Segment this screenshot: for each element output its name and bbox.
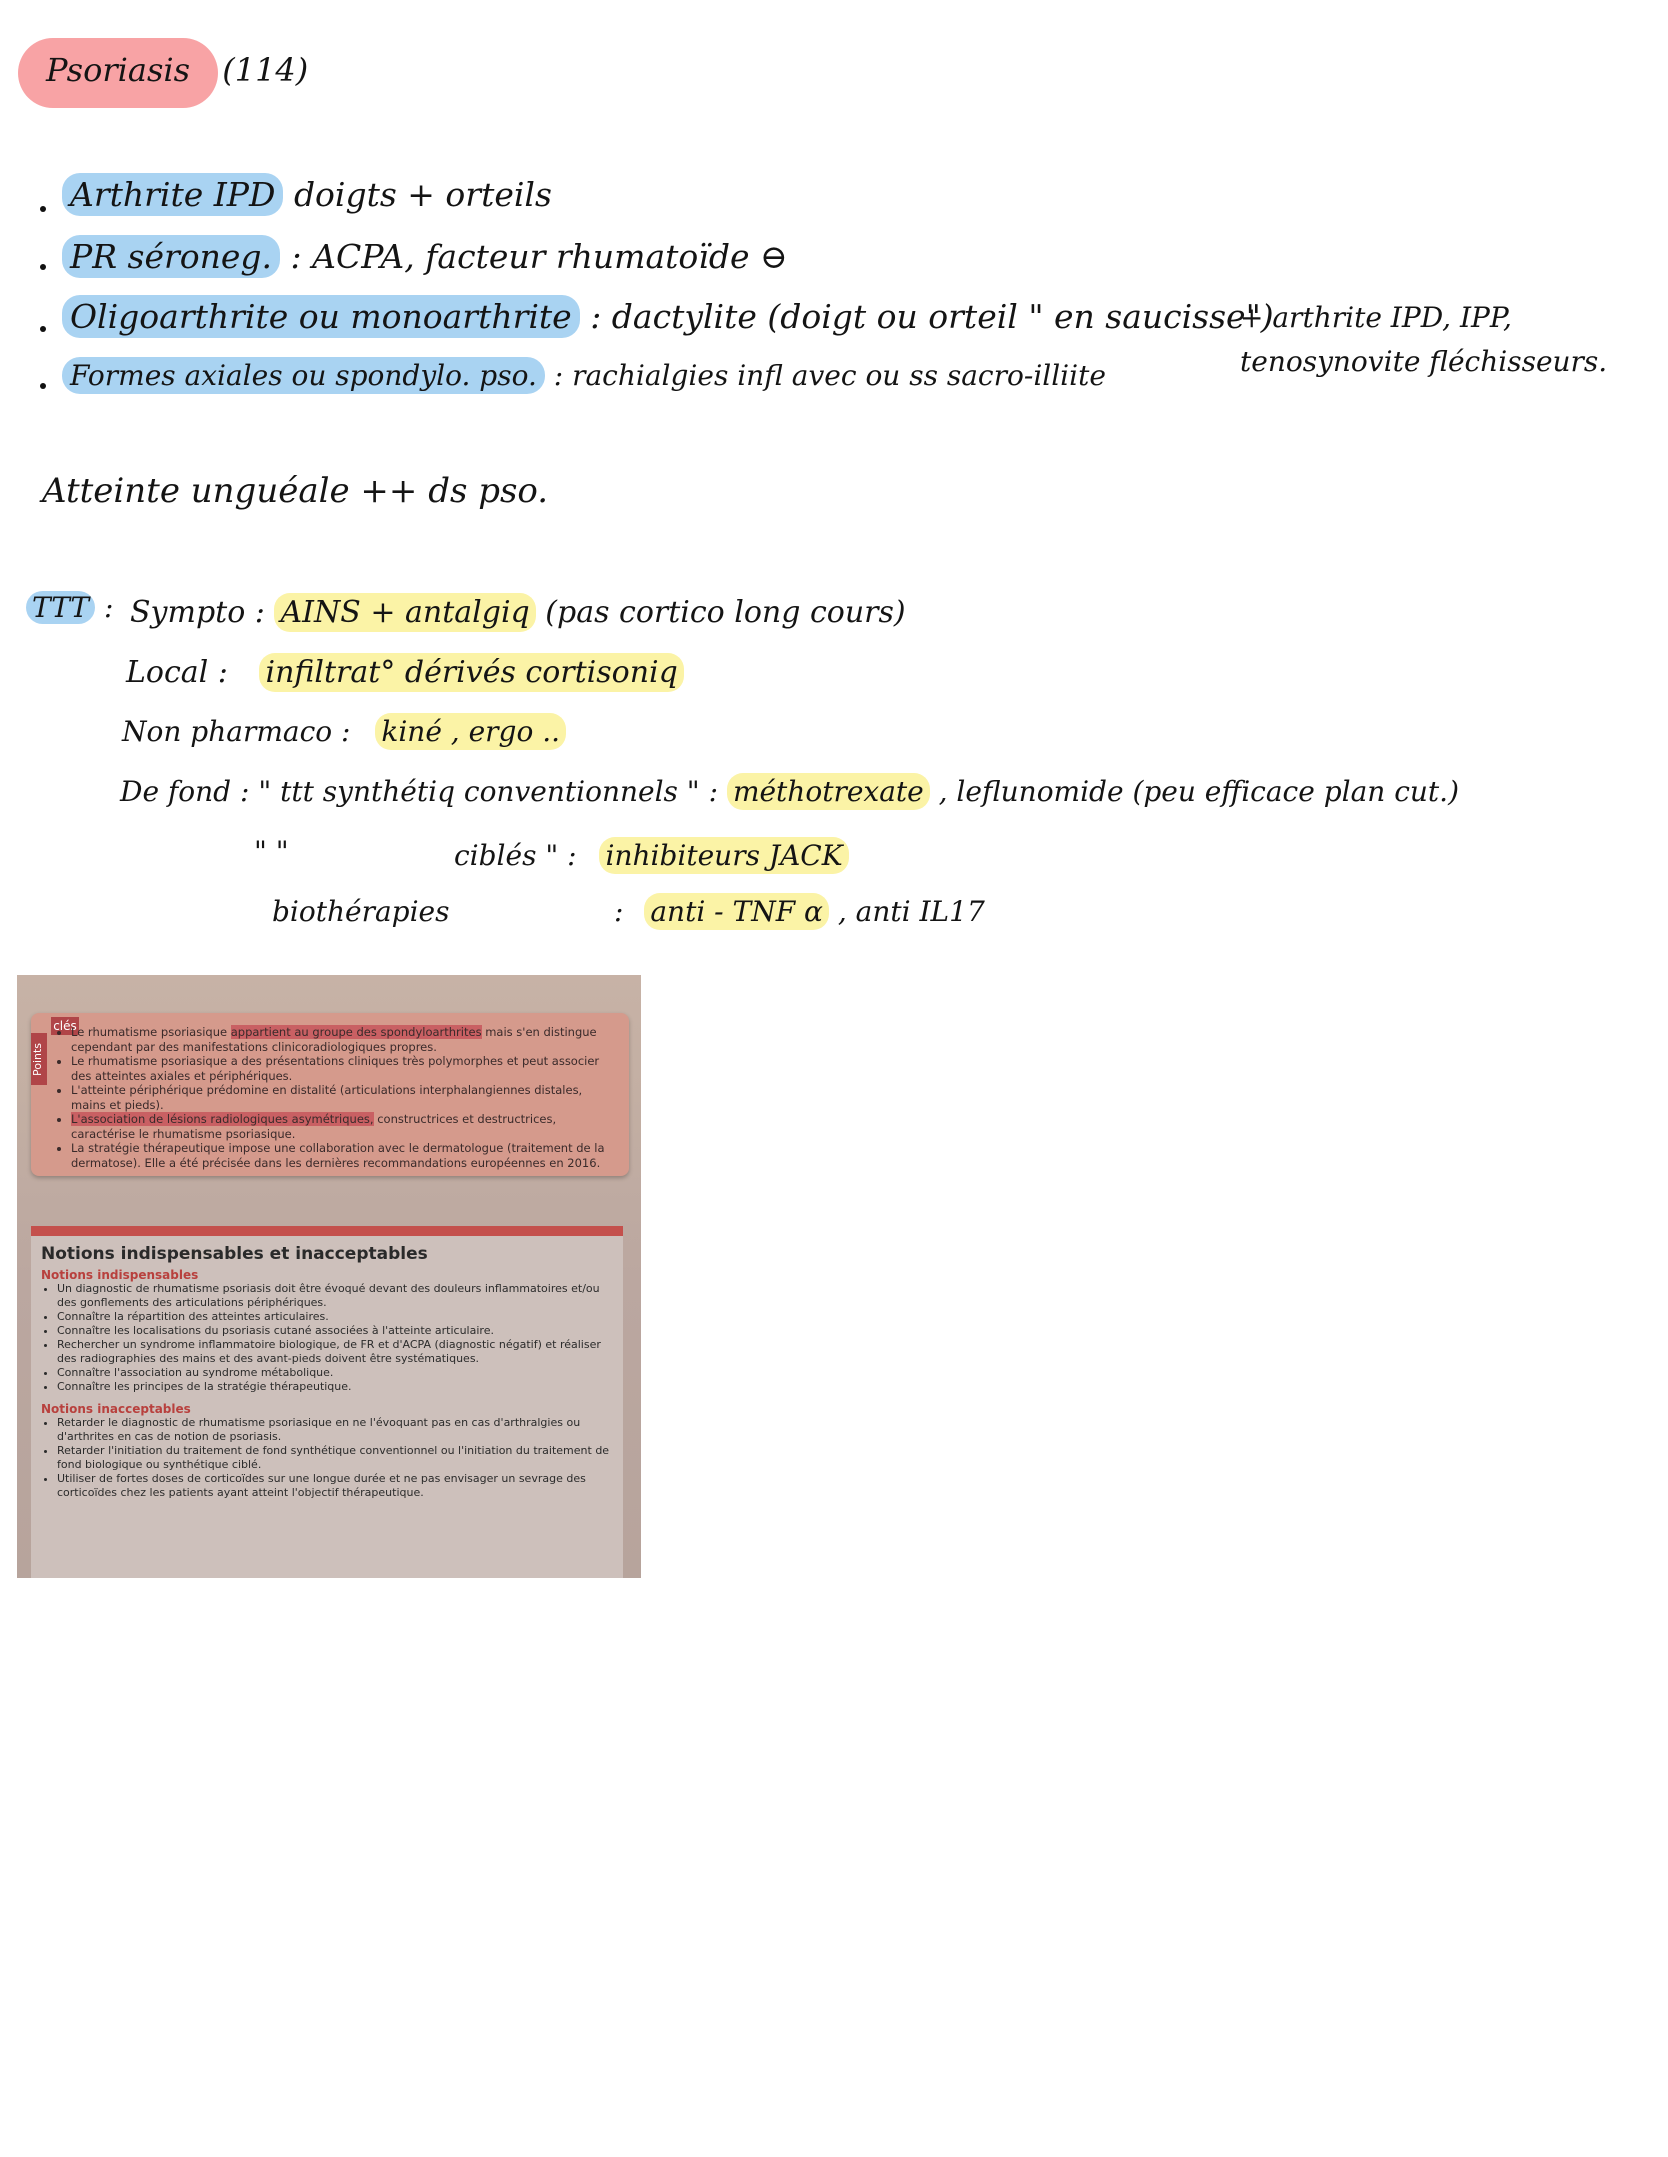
- notions-indispensables-list: [31, 1282, 623, 1394]
- treatment-row-bio: : anti - TNF α , anti IL17: [614, 895, 985, 928]
- treatment-row-nonpharma: Non pharmaco : kiné , ergo ..: [122, 718, 566, 746]
- nail-note: Atteinte unguéale ++ ds pso.: [42, 471, 549, 511]
- treatment-row-sympto: Sympto : AINS + antalgiq (pas cortico long cours): [130, 595, 906, 630]
- notions-inacceptables-list: [31, 1416, 623, 1500]
- list-item: • Le rhumatisme psoriasique a des présentations cliniques très polymorphes et peut associer des atteintes axiales et périphériques.: [71, 1054, 619, 1083]
- bullet-item: Oligoarthrite ou monoarthrite : dactylite (doigt ou orteil " en saucisse"): [62, 300, 1274, 333]
- treatment-label: TTT :: [26, 594, 113, 622]
- bullet-item: PR séroneg. : ACPA, facteur rhumatoïde ⊖: [62, 240, 788, 273]
- bullet-dot: [40, 206, 46, 212]
- side-note-line2: tenosynovite fléchisseurs.: [1240, 345, 1608, 378]
- list-item: • L'atteinte périphérique prédomine en distalité (articulations interphalangiennes distales, mains et pieds).: [71, 1083, 619, 1112]
- list-item: • Connaître l'association au syndrome métabolique.: [57, 1366, 613, 1380]
- bullet-item: Formes axiales ou spondylo. pso. : rachialgies infl avec ou ss sacro-illiite: [62, 362, 1106, 390]
- key-points-box: [31, 1013, 629, 1176]
- treatment-row-fond: De fond : " ttt synthétiq conventionnels " : méthotrexate , leflunomide (peu efficace plan cut.): [120, 775, 1459, 808]
- textbook-photo: [17, 975, 641, 1578]
- list-item: • Connaître les principes de la stratégie thérapeutique.: [57, 1380, 613, 1394]
- key-points-side-label: Points: [31, 1033, 47, 1085]
- page-title: Psoriasis (114): [46, 51, 309, 89]
- list-item: • Connaître les localisations du psoriasis cutané associées à l'atteinte articulaire.: [57, 1324, 613, 1338]
- notions-box: [31, 1226, 623, 1578]
- bullet-dot: [40, 264, 46, 270]
- treatment-row-targeted-key: " ": [254, 835, 289, 868]
- bullet-dot: [40, 383, 46, 389]
- list-item: • Utiliser de fortes doses de corticoïdes sur une longue durée et ne pas envisager un sevrage des corticoïdes chez les patients ayant atteint l'objectif thérapeutique.: [57, 1472, 613, 1500]
- list-item: • Un diagnostic de rhumatisme psoriasis doit être évoqué devant des douleurs inflammatoires et/ou des gonflements des articulations périphériques.: [57, 1282, 613, 1310]
- list-item: • Retarder l'initiation du traitement de fond synthétique conventionnel ou l'initiation du traitement de fond biologique ou synthétique ciblé.: [57, 1444, 613, 1472]
- notions-inacceptables-heading: Notions inacceptables: [41, 1402, 191, 1416]
- list-item: • Retarder le diagnostic de rhumatisme psoriasique en ne l'évoquant pas en cas d'arthralgies ou d'arthrites en cas de notion de psoriasis.: [57, 1416, 613, 1444]
- treatment-row-local: Local : infiltrat° dérivés cortisoniq: [126, 658, 684, 688]
- bullet-dot: [40, 326, 46, 332]
- list-item: • Connaître la répartition des atteintes articulaires.: [57, 1310, 613, 1324]
- list-item: • L'association de lésions radiologiques asymétriques, constructrices et destructrices, caractérise le rhumatisme psoriasique.: [71, 1112, 619, 1141]
- side-note-line1: + arthrite IPD, IPP,: [1240, 301, 1512, 334]
- list-item: • Rechercher un syndrome inflammatoire biologique, de FR et d'ACPA (diagnostic négatif) et réaliser des radiographies des mains et des avant-pieds doivent être systématiques.: [57, 1338, 613, 1366]
- list-item: • La stratégie thérapeutique impose une collaboration avec le dermatologue (traitement de la dermatose). Elle a été précisée dans les dernières recommandations européennes en 2016.: [71, 1141, 619, 1170]
- notions-title: Notions indispensables et inacceptables: [41, 1244, 428, 1264]
- key-points-list: [59, 1025, 619, 1170]
- bullet-item: Arthrite IPD doigts + orteils: [62, 178, 552, 211]
- key-points-tab: clés: [51, 1017, 79, 1035]
- list-item: • Le rhumatisme psoriasique appartient au groupe des spondyloarthrites mais s'en distingue cependant par des manifestations clinicoradiologiques propres.: [71, 1025, 619, 1054]
- treatment-row-targeted: ciblés " : inhibiteurs JACK: [454, 842, 849, 870]
- treatment-row-bio-key: biothérapies: [272, 895, 450, 928]
- notions-indispensables-heading: Notions indispensables: [41, 1268, 199, 1282]
